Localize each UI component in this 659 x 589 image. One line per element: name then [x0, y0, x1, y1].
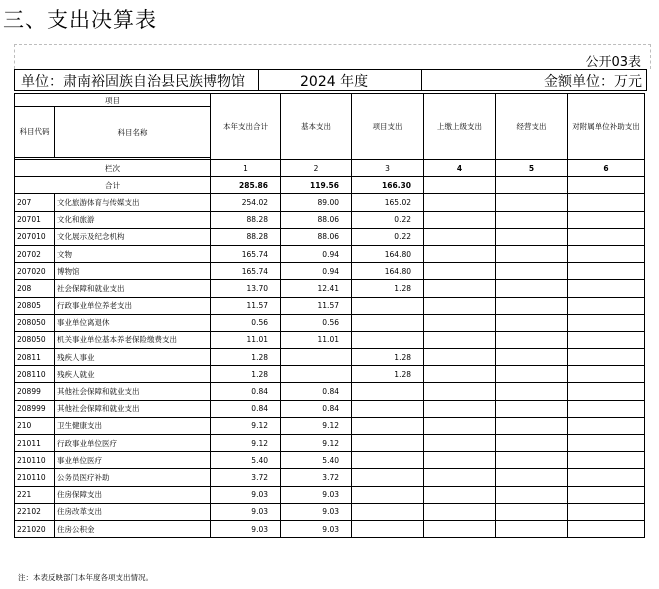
- row-value: 1.28: [211, 349, 281, 366]
- row-value: [496, 503, 568, 520]
- row-value: [568, 280, 645, 297]
- page-title: 三、支出决算表: [3, 8, 157, 32]
- row-value: 9.12: [281, 435, 352, 452]
- row-value: [496, 435, 568, 452]
- row-code: 207: [15, 194, 55, 211]
- row-name: 卫生健康支出: [55, 417, 211, 434]
- row-value: 88.06: [281, 211, 352, 228]
- row-value: 1.28: [352, 349, 424, 366]
- row-value: [424, 194, 496, 211]
- row-code: 207010: [15, 228, 55, 245]
- row-value: [352, 400, 424, 417]
- table-row: [15, 520, 645, 537]
- row-value: [352, 417, 424, 434]
- row-value: 11.57: [281, 297, 352, 314]
- row-value: 1.28: [352, 366, 424, 383]
- row-name: 文化展示及纪念机构: [55, 228, 211, 245]
- total-value: [496, 177, 568, 194]
- row-name: 事业单位离退休: [55, 314, 211, 331]
- row-value: [568, 228, 645, 245]
- row-name: 文化旅游体育与传媒支出: [55, 194, 211, 211]
- row-value: [424, 280, 496, 297]
- row-value: [352, 314, 424, 331]
- col-index-3: 3: [352, 160, 424, 177]
- row-value: 88.28: [211, 228, 281, 245]
- row-value: 0.94: [281, 245, 352, 262]
- row-name: 残疾人就业: [55, 366, 211, 383]
- row-value: 0.56: [211, 314, 281, 331]
- row-code: 210110: [15, 469, 55, 486]
- col-index-4: 4: [424, 160, 496, 177]
- form-number: 公开03表: [585, 55, 641, 70]
- table-row: [15, 469, 645, 486]
- row-name: 住房改革支出: [55, 503, 211, 520]
- row-value: [424, 297, 496, 314]
- row-value: [568, 366, 645, 383]
- row-name: 社会保障和就业支出: [55, 280, 211, 297]
- row-code: 20702: [15, 245, 55, 262]
- header-col-upper: 上缴上级支出: [424, 94, 496, 160]
- row-value: 0.84: [211, 383, 281, 400]
- total-label: 合计: [15, 177, 211, 194]
- row-value: [496, 245, 568, 262]
- col-index-5: 5: [496, 160, 568, 177]
- unit-name: 单位：肃南裕固族自治县民族博物馆: [21, 74, 245, 90]
- header-col-basic: 基本支出: [281, 94, 352, 160]
- row-code: 208050: [15, 331, 55, 348]
- row-value: [568, 452, 645, 469]
- row-value: 9.12: [211, 435, 281, 452]
- header-col-project: 项目支出: [352, 94, 424, 160]
- row-name: 行政事业单位养老支出: [55, 297, 211, 314]
- table-row: [15, 314, 645, 331]
- row-value: 9.03: [211, 486, 281, 503]
- row-value: [496, 366, 568, 383]
- row-value: [424, 314, 496, 331]
- row-name: 文化和旅游: [55, 211, 211, 228]
- row-value: 88.28: [211, 211, 281, 228]
- col-index-1: 1: [211, 160, 281, 177]
- form-header-frame: [14, 44, 651, 69]
- row-code: 20811: [15, 349, 55, 366]
- row-value: [496, 400, 568, 417]
- row-value: 89.00: [281, 194, 352, 211]
- row-value: [352, 435, 424, 452]
- row-value: [496, 383, 568, 400]
- row-value: [352, 486, 424, 503]
- row-value: [424, 245, 496, 262]
- amount-unit: 金额单位：万元: [544, 74, 642, 90]
- table-row: [15, 280, 645, 297]
- row-value: [568, 400, 645, 417]
- table-row: [15, 331, 645, 348]
- row-value: [496, 314, 568, 331]
- row-code: 20899: [15, 383, 55, 400]
- unit-row: [14, 69, 648, 91]
- table-row: [15, 366, 645, 383]
- row-value: [496, 280, 568, 297]
- row-value: 9.03: [211, 520, 281, 537]
- row-value: [424, 417, 496, 434]
- row-code: 210: [15, 417, 55, 434]
- row-value: [496, 228, 568, 245]
- row-value: 12.41: [281, 280, 352, 297]
- table-row: [15, 400, 645, 417]
- row-code: 21011: [15, 435, 55, 452]
- row-name: 住房公积金: [55, 520, 211, 537]
- header-code: [15, 107, 55, 158]
- row-value: 5.40: [211, 452, 281, 469]
- row-value: 165.74: [211, 245, 281, 262]
- row-value: [424, 486, 496, 503]
- row-value: 11.01: [281, 331, 352, 348]
- table-row: [15, 435, 645, 452]
- row-value: [424, 520, 496, 537]
- header-col-business: 经营支出: [496, 94, 568, 160]
- header-project: 项目: [15, 94, 211, 107]
- row-value: [424, 211, 496, 228]
- row-value: [496, 452, 568, 469]
- row-name: 文物: [55, 245, 211, 262]
- row-value: [424, 228, 496, 245]
- row-value: 11.01: [211, 331, 281, 348]
- row-value: 3.72: [281, 469, 352, 486]
- row-value: [496, 520, 568, 537]
- row-value: [568, 314, 645, 331]
- row-value: 9.03: [211, 503, 281, 520]
- row-value: [496, 417, 568, 434]
- total-value: 285.86: [211, 177, 281, 194]
- row-code: 208110: [15, 366, 55, 383]
- row-value: 1.28: [352, 280, 424, 297]
- row-value: [496, 331, 568, 348]
- row-value: [352, 503, 424, 520]
- row-value: 165.02: [352, 194, 424, 211]
- row-value: 9.03: [281, 486, 352, 503]
- row-value: 3.72: [211, 469, 281, 486]
- row-value: 0.22: [352, 211, 424, 228]
- row-name: 其他社会保障和就业支出: [55, 400, 211, 417]
- row-value: [352, 452, 424, 469]
- col-index-label: 栏次: [15, 160, 211, 177]
- row-value: [424, 435, 496, 452]
- row-value: 0.56: [281, 314, 352, 331]
- row-value: [568, 245, 645, 262]
- table-row: [15, 349, 645, 366]
- row-value: [496, 263, 568, 280]
- row-value: [568, 435, 645, 452]
- row-value: 0.84: [281, 383, 352, 400]
- row-value: 5.40: [281, 452, 352, 469]
- row-value: 0.84: [281, 400, 352, 417]
- table-row: [15, 417, 645, 434]
- row-code: 210110: [15, 452, 55, 469]
- row-value: [568, 383, 645, 400]
- row-value: 9.03: [281, 503, 352, 520]
- row-value: [424, 349, 496, 366]
- row-name: 残疾人事业: [55, 349, 211, 366]
- row-value: [352, 383, 424, 400]
- row-value: [568, 486, 645, 503]
- row-value: 164.80: [352, 245, 424, 262]
- row-value: [352, 469, 424, 486]
- row-name: 博物馆: [55, 263, 211, 280]
- report-year: 2024 年度: [300, 74, 369, 90]
- row-value: [352, 297, 424, 314]
- header-code-label: 科目代码: [19, 127, 50, 136]
- row-value: [424, 400, 496, 417]
- row-value: 254.02: [211, 194, 281, 211]
- row-name: 住房保障支出: [55, 486, 211, 503]
- row-value: [424, 331, 496, 348]
- row-value: 1.28: [211, 366, 281, 383]
- header-col-subsidy: [568, 94, 645, 160]
- row-code: 207020: [15, 263, 55, 280]
- table-row: [15, 263, 645, 280]
- total-value: 119.56: [281, 177, 352, 194]
- row-value: [496, 349, 568, 366]
- table-row: [15, 194, 645, 211]
- row-code: 22102: [15, 503, 55, 520]
- header-name: 科目名称: [55, 107, 211, 158]
- row-value: [352, 331, 424, 348]
- row-code: 221020: [15, 520, 55, 537]
- row-value: [568, 503, 645, 520]
- header-col-subsidy-label: 对附属单位补助支出: [572, 121, 640, 131]
- row-value: [281, 366, 352, 383]
- row-value: [352, 520, 424, 537]
- row-value: [568, 263, 645, 280]
- table-row: [15, 486, 645, 503]
- row-value: [568, 194, 645, 211]
- row-code: 20701: [15, 211, 55, 228]
- row-name: 行政事业单位医疗: [55, 435, 211, 452]
- row-name: 其他社会保障和就业支出: [55, 383, 211, 400]
- expenditure-table: [14, 93, 645, 538]
- row-value: 0.22: [352, 228, 424, 245]
- row-value: 11.57: [211, 297, 281, 314]
- table-row: [15, 245, 645, 262]
- table-row: [15, 228, 645, 245]
- table-row: [15, 297, 645, 314]
- col-index-6: 6: [568, 160, 645, 177]
- row-code: 208: [15, 280, 55, 297]
- row-value: [496, 486, 568, 503]
- row-value: 0.94: [281, 263, 352, 280]
- row-code: 208999: [15, 400, 55, 417]
- row-value: [568, 331, 645, 348]
- row-value: [496, 194, 568, 211]
- row-value: [424, 263, 496, 280]
- row-value: [568, 297, 645, 314]
- row-value: [568, 520, 645, 537]
- row-value: 88.06: [281, 228, 352, 245]
- row-value: [568, 417, 645, 434]
- row-value: 164.80: [352, 263, 424, 280]
- row-code: 208050: [15, 314, 55, 331]
- row-value: 9.12: [281, 417, 352, 434]
- row-value: [568, 469, 645, 486]
- row-value: 0.84: [211, 400, 281, 417]
- footnote: 注：本表反映部门本年度各项支出情况。: [18, 573, 153, 582]
- row-code: 221: [15, 486, 55, 503]
- row-name: 机关事业单位基本养老保险缴费支出: [55, 331, 211, 348]
- row-value: [424, 452, 496, 469]
- row-value: [496, 297, 568, 314]
- row-value: 13.70: [211, 280, 281, 297]
- total-value: [424, 177, 496, 194]
- row-value: [568, 211, 645, 228]
- header-col-total: 本年支出合计: [211, 94, 281, 160]
- table-row: [15, 211, 645, 228]
- table-row: [15, 452, 645, 469]
- total-value: [568, 177, 645, 194]
- row-value: [281, 349, 352, 366]
- total-value: 166.30: [352, 177, 424, 194]
- row-value: [496, 469, 568, 486]
- row-value: [424, 503, 496, 520]
- col-index-2: 2: [281, 160, 352, 177]
- row-value: [568, 349, 645, 366]
- row-value: 9.12: [211, 417, 281, 434]
- row-name: 事业单位医疗: [55, 452, 211, 469]
- table-row: [15, 503, 645, 520]
- row-value: [424, 469, 496, 486]
- row-value: [424, 366, 496, 383]
- row-value: 9.03: [281, 520, 352, 537]
- row-name: 公务员医疗补助: [55, 469, 211, 486]
- row-value: [496, 211, 568, 228]
- row-code: 20805: [15, 297, 55, 314]
- row-value: 165.74: [211, 263, 281, 280]
- table-row: [15, 383, 645, 400]
- row-value: [424, 383, 496, 400]
